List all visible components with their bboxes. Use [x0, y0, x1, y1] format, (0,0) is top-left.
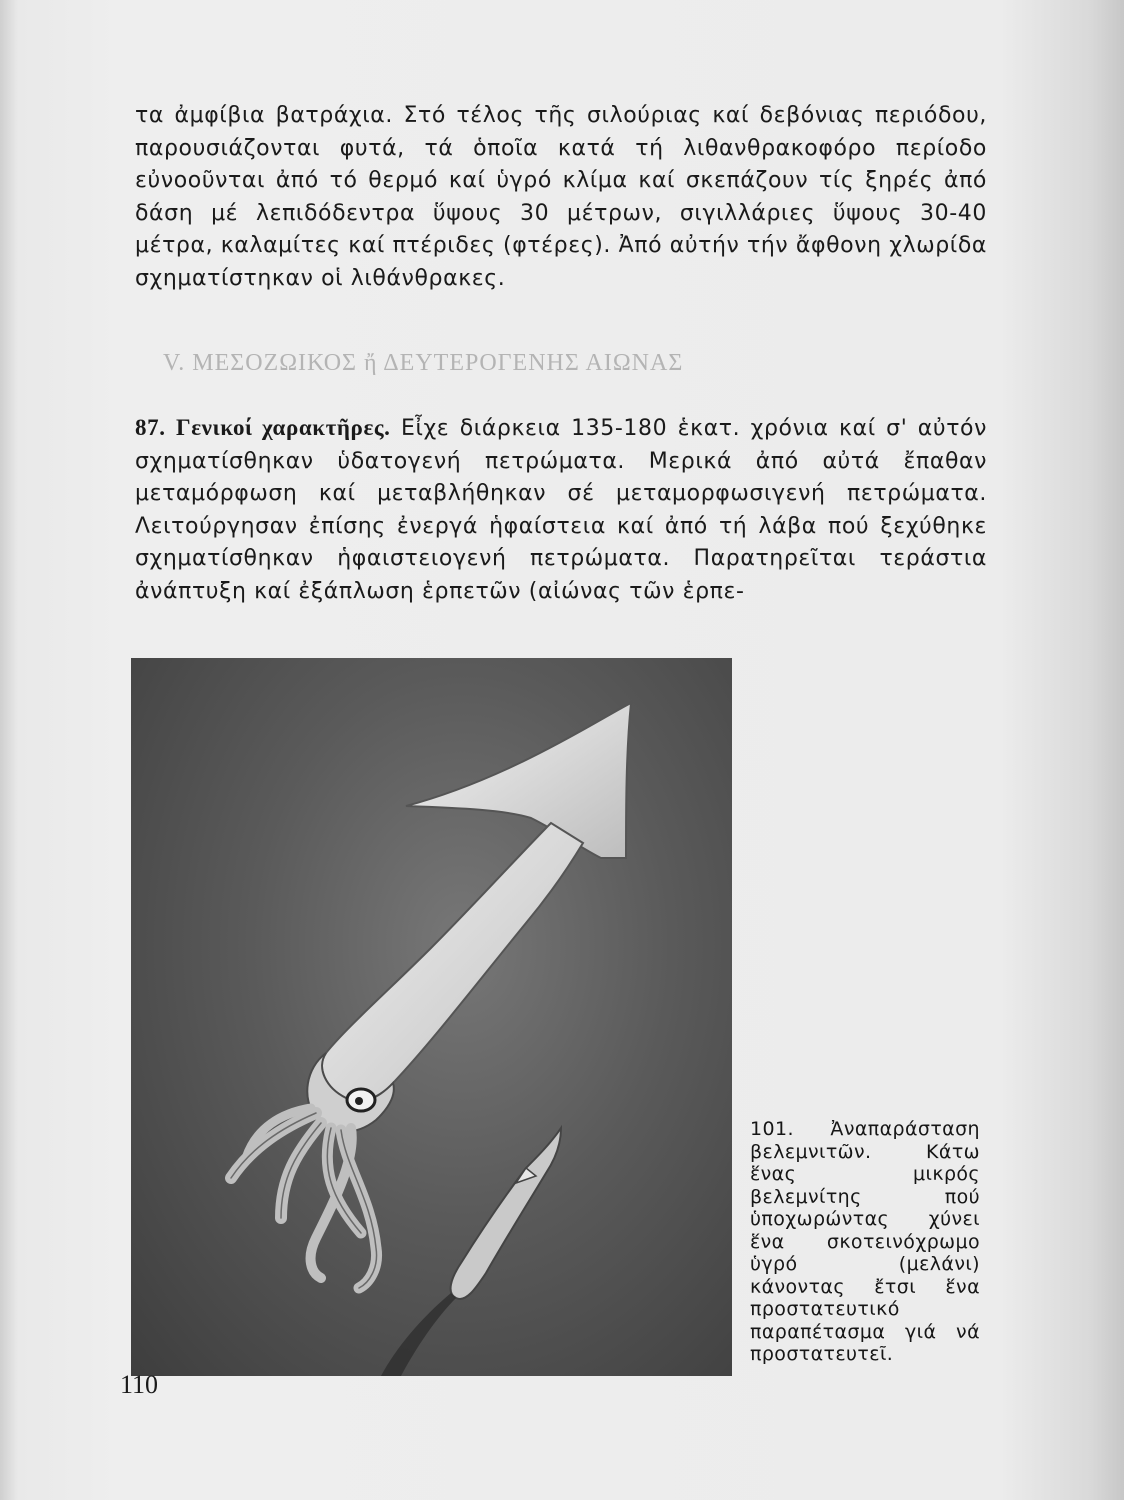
figure-caption: 101. Ἀναπαράσταση βελεμνιτῶν. Κάτω ἕνας μικρός βελεμνίτης πού ὑποχωρώντας χύνει ἕνα σκοτεινόχρωμο ὑγρό (μελάνι) κάνοντας ἔτσι ἕνα προστατευτικό παραπέτασμα γιά νά προστατευτεῖ.: [750, 1118, 980, 1365]
belemnite-illustration: [131, 658, 732, 1376]
intro-paragraph: τα ἀμφίβια βατράχια. Στό τέλος τῆς σιλούριας καί δεβόνιας περιόδου, παρουσιάζονται φυτά, τά ὁποῖα κατά τή λιθανθρακοφόρο περίοδο εὐνοοῦνται ἀπό τό θερμό καί ὑγρό κλίμα καί σκεπάζουν τίς ξηρές ἀπό δάση μέ λεπιδόδεντρα ὕψους 30 μέτρων, σιγιλλάριες ὕψους 30-40 μέτρα, καλαμίτες καί πτέριδες (φτέρες). Ἀπό αὐτήν τήν ἄφθονη χλωρίδα σχηματίστηκαν οἱ λιθάνθρακες.: [135, 103, 987, 291]
section-title: Γενικοί χαρακτῆρες.: [175, 415, 391, 440]
section-paragraph: [135, 412, 987, 608]
page-number: 110: [120, 1370, 159, 1399]
belemnite-mantle: [322, 823, 583, 1101]
small-belemnite: [451, 1128, 561, 1299]
ink-cloud: [381, 1293, 456, 1376]
belemnite-drawing: [131, 658, 732, 1376]
section-body: Εἶχε διάρκεια 135-180 ἑκατ. χρόνια καί σ' αὐτόν σχηματίσθηκαν ὑδατογενή πετρώματα. Μερικά ἀπό αὐτά ἔπαθαν μεταμόρφωση καί μεταβλήθηκαν σέ μεταμορφωσιγενή πετρώματα. Λειτούργησαν ἐπίσης ἐνεργά ἡφαίστεια καί ἀπό τή λάβα πού ξεχύθηκε σχηματίσθηκαν ἡφαιστειογενή πετρώματα. Παρατηρεῖται τεράστια ἀνάπτυξη καί ἐξάπλωση ἑρπετῶν (αἰώνας τῶν ἑρπε-: [135, 416, 988, 604]
belemnite-fin: [406, 703, 631, 858]
section-heading: V. ΜΕΣΟΖΩΙΚΟΣ ἤ ΔΕΥΤΕΡΟΓΕΝΗΣ ΑΙΩΝΑΣ: [163, 350, 684, 376]
belemnite-tentacles: [231, 1108, 377, 1288]
section-number: 87.: [135, 415, 166, 440]
